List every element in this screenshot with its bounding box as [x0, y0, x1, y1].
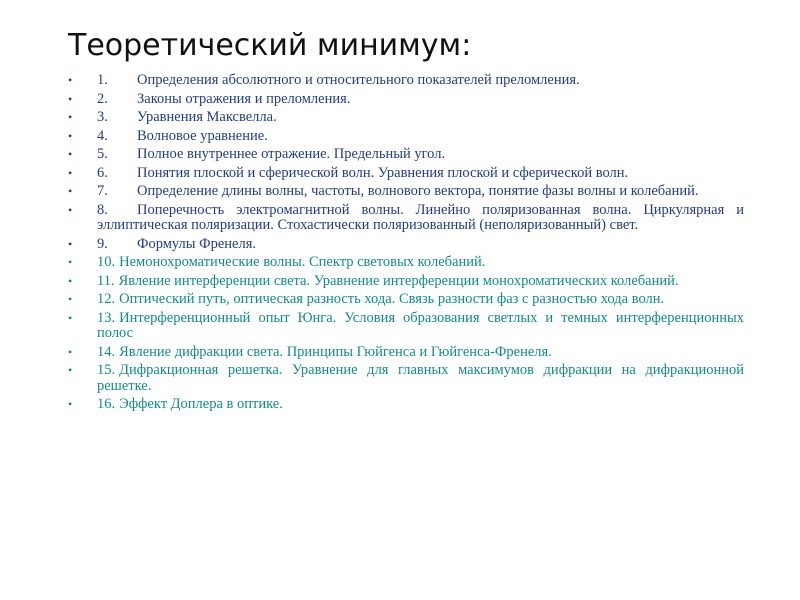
list-item	[68, 147, 744, 163]
item-number: 2.	[97, 90, 108, 107]
bullet: •	[68, 363, 73, 377]
list-item	[68, 345, 744, 361]
list-item	[68, 397, 744, 413]
item-number: 9.	[97, 235, 108, 252]
item-number: 1.	[97, 72, 108, 88]
list-item	[68, 311, 744, 342]
bullet: •	[68, 165, 73, 180]
list-item	[68, 274, 744, 290]
item-number: 6.	[97, 164, 108, 181]
list-item	[68, 92, 744, 108]
item-text: Формулы Френеля.	[137, 235, 256, 252]
item-text: Определение длины волны, частоты, волнового вектора, понятие фазы волны и колебаний.	[137, 183, 699, 199]
item-text: Явление интерференции света. Уравнение интерференции монохроматических колебаний.	[118, 272, 679, 289]
bullet: •	[68, 73, 73, 87]
list-item	[68, 237, 744, 253]
list-item	[68, 292, 744, 308]
topic-list	[68, 73, 744, 416]
list-item	[68, 255, 744, 271]
list-item	[68, 166, 744, 182]
item-text: Эффект Доплера в оптике.	[119, 396, 283, 412]
bullet: •	[68, 255, 73, 269]
bullet: •	[68, 91, 73, 106]
item-text: Определения абсолютного и относительного показателей преломления.	[137, 72, 580, 88]
bullet: •	[68, 397, 73, 411]
item-number: 13.	[97, 309, 116, 326]
bullet: •	[68, 202, 73, 217]
item-number: 7.	[97, 183, 108, 199]
list-item	[68, 73, 744, 89]
item-number: 3.	[97, 109, 108, 125]
list-item	[68, 129, 744, 145]
item-text: Немонохроматические волны. Спектр световых колебаний.	[119, 254, 486, 270]
item-number: 8.	[97, 201, 108, 218]
list-item	[68, 363, 744, 394]
list-item	[68, 184, 744, 200]
item-text: Оптический путь, оптическая разность хода. Связь разности фаз с разностью хода волн.	[119, 291, 665, 307]
bullet: •	[68, 310, 73, 325]
bullet: •	[68, 344, 73, 359]
bullet: •	[68, 110, 73, 124]
item-text: Поперечность электромагнитной волны. Линейно поляризованная волна. Циркулярная и эллиптическая поляризации. Стохастически поляризованный (неполяризованный) свет.	[97, 201, 744, 233]
item-number: 10.	[97, 254, 116, 270]
item-number: 15.	[97, 362, 116, 378]
slide-title: Теоретический минимум:	[68, 28, 472, 63]
item-number: 4.	[97, 127, 108, 144]
item-text: Полное внутреннее отражение. Предельный угол.	[137, 146, 446, 162]
list-item	[68, 110, 744, 126]
item-number: 16.	[97, 396, 116, 412]
item-number: 14.	[97, 343, 116, 360]
item-number: 12.	[97, 291, 116, 307]
item-text: Дифракционная решетка. Уравнение для главных максимумов дифракции на дифракционной решетке.	[97, 362, 744, 394]
bullet: •	[68, 147, 73, 161]
item-text: Интерференционный опыт Юнга. Условия образования светлых и темных интерференционных полос	[97, 309, 744, 341]
list-item	[68, 203, 744, 234]
bullet: •	[68, 292, 73, 306]
item-text: Волновое уравнение.	[137, 127, 268, 144]
item-text: Уравнения Максвелла.	[137, 109, 277, 125]
bullet: •	[68, 273, 73, 288]
item-text: Явление дифракции света. Принципы Гюйгенса и Гюйгенса-Френеля.	[119, 343, 552, 360]
item-number: 5.	[97, 146, 108, 162]
item-text: Понятия плоской и сферической волн. Уравнения плоской и сферической волн.	[137, 164, 629, 181]
bullet: •	[68, 128, 73, 143]
bullet: •	[68, 184, 73, 198]
item-number: 11.	[97, 272, 115, 289]
item-text: Законы отражения и преломления.	[137, 90, 351, 107]
bullet: •	[68, 236, 73, 251]
